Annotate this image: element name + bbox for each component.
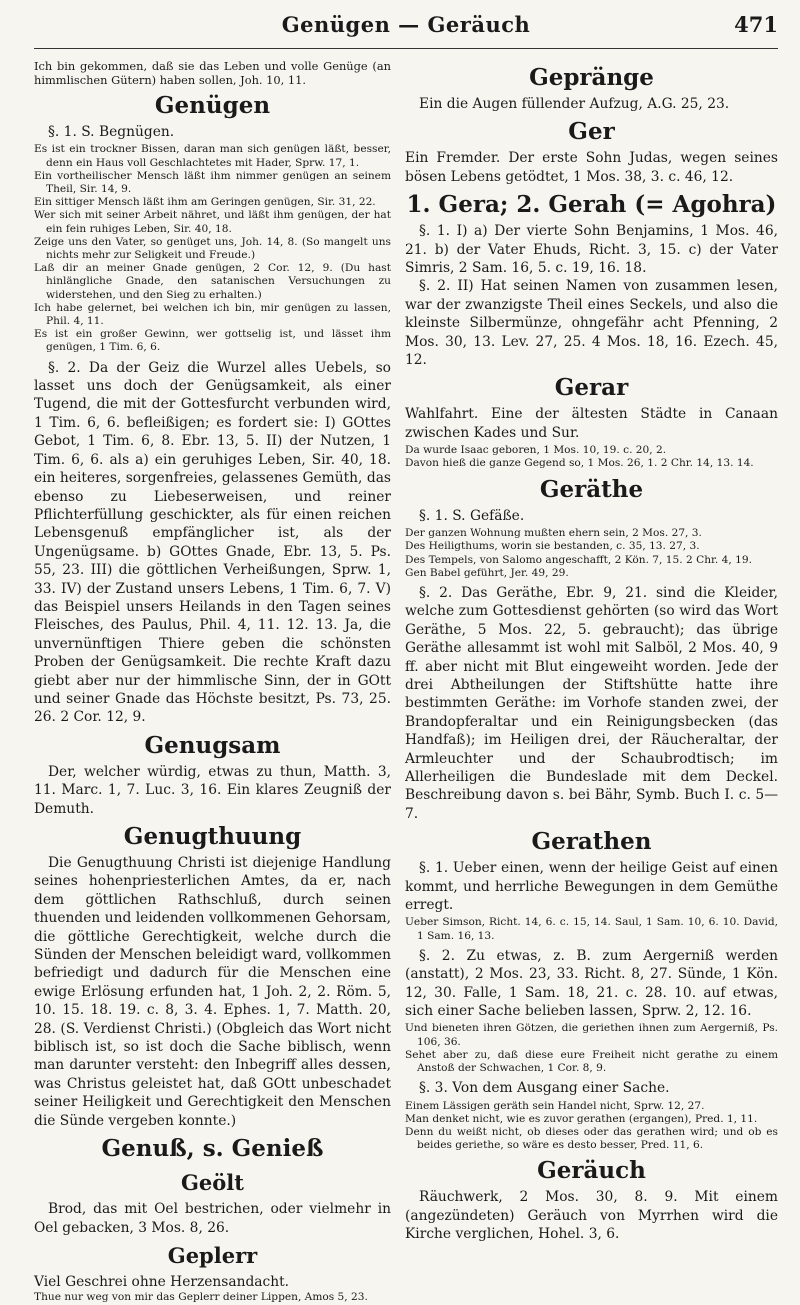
gerathen-section-2: §. 2. Zu etwas, z. B. zum Aergerniß werden (anstatt), 2 Mos. 23, 33. Richt. 8, 27. Sünde, 1 Kön. 12, 30. Falle, 1 Sam. 18, 21. c. 28. 10. auf etwas, sich einer Sache belieben lassen, Sprw. 2, 12. 16. xyxy=(405,947,778,1020)
gera-section-1: §. 1. I) a) Der vierte Sohn Benjamins, 1 Mos. 46, 21. b) der Vater Ehuds, Richt. 3, 15. c) der Vater Simris, 2 Sam. 16, 5. c. 19, 16. 18. xyxy=(405,223,778,277)
entry-heading-gerathen: Gerathen xyxy=(531,828,652,856)
left-column xyxy=(34,59,391,1305)
entry-heading-genugthuung: Genugthuung xyxy=(123,823,302,850)
quote-line: Laß dir an meiner Gnade genügen, 2 Cor. 12, 9. (Du hast hinlängliche Gnade, den satanischen Versuchungen zu widerstehen, und den Sieg zu erhalten.) xyxy=(34,262,391,301)
page-header xyxy=(34,0,778,49)
geraethe-section-1: §. 1. S. Gefäße. xyxy=(419,507,525,524)
quote-line: Es ist ein großer Gewinn, wer gottselig ist, und lässet ihm genügen, 1 Tim. 6, 6. xyxy=(34,328,391,354)
geraeuch-text: Räuchwerk, 2 Mos. 30, 8. 9. Mit einem (angezündeten) Geräuch von Myrrhen wird die Kirche verglichen, Hohel. 3, 6. xyxy=(405,1189,778,1243)
quote-line: Ein sittiger Mensch läßt ihm am Geringen genügen, Sir. 31, 22. xyxy=(34,196,376,209)
gerathen-quotes-3 xyxy=(405,1100,778,1153)
quote-line: Ein vortheilischer Mensch läßt ihm nimmer genügen an seinem Theil, Sir. 14, 9. xyxy=(34,169,391,196)
genuegen-quotes xyxy=(34,143,391,354)
gerathen-section-3: §. 3. Von dem Ausgang einer Sache. xyxy=(419,1080,670,1097)
genugthuung-text: Die Genugthuung Christi ist diejenige Handlung seines hohenpriesterlichen Amtes, da er, nach dem göttlichen Rathschluß, durch seinen thuenden und leidenden vollkommenen Gehorsam, die göttliche Gerechtigkeit, welche durch die Sünden der Menschen beleidigt ward, vollkommen befriedigt und dadurch für die Menschen eine ewige Erlösung erfunden hat, 1 Joh. 2, 2. Röm. 5, 10. 15. 18. 19. c. 8, 3. 4. Ephes. 1, 7. Matth. 20, 28. (S. Verdienst Christi.) (Obgleich das Wort nicht biblisch ist, so ist doch die Sache biblisch, wenn man darunter versteht: den Inbegriff alles dessen, was Christus geleistet hat, daß GOtt unbeschadet seiner Heiligkeit und Gerechtigkeit den Menschen die Sünde vergeben konnte.) xyxy=(34,855,391,1129)
quote-line: Denn du weißt nicht, ob dieses oder das gerathen wird; und ob es beides geriethe, so wäre es desto besser, Pred. 11, 6. xyxy=(405,1126,778,1152)
entry-heading-genuss: Genuß, s. Genieß xyxy=(101,1135,324,1163)
quote-line: Des Tempels, von Salomo angeschafft, 2 Kön. 7, 15. 2 Chr. 4, 19. xyxy=(405,553,752,566)
quote-line: Ich habe gelernet, bei welchen ich bin, mir genügen zu lassen, Phil. 4, 11. xyxy=(34,301,391,328)
quote-line: Und bieneten ihren Götzen, die geriethen ihnen zum Aergerniß, Ps. 106, 36. xyxy=(405,1022,778,1048)
genuegen-section-2: §. 2. Da der Geiz die Wurzel alles Uebels, so lasset uns doch der Genügsamkeit, als einer Tugend, die mit der Gottesfurcht verbunden wird, 1 Tim. 6, 6. befleißigen; es fordert sie: I) GOttes Gebot, 1 Tim. 6, 8. Ebr. 13, 5. II) der Nutzen, 1 Tim. 6, 6. als a) ein geruhiges Leben, Sir. 40, 18. ein heiteres, sorgenfreies, gelassenes Gemüth, das ebenso zu Liebeserweisen, und reiner Pflichterfüllung geschickter, als für einen reichen Lebensgenuß empfänglicher ist, als der Ungenügsame. b) GOttes Gnade, Ebr. 13, 5. Ps. 55, 23. III) die göttlichen Verheißungen, Sprw. 1, 33. IV) der Zustand unsers Lebens, 1 Tim. 6, 7. V) das Beispiel unsers Heilands in den Tagen seines Fleisches, des Paulus, Phil. 4, 11. 12. 13. Ja, die unvernünftigen Thiere geben die schönsten Proben der Genügsamkeit. Die rechte Kraft dazu giebt aber nur der himmlische Sinn, der in GOtt und seiner Gnade das Höchste besitzt, Ps. 73, 25. 26. 2 Cor. 12, 9. xyxy=(34,359,391,726)
gerar-text: Wahlfahrt. Eine der ältesten Städte in Canaan zwischen Kades und Sur. xyxy=(405,406,778,441)
entry-heading-geraethe: Geräthe xyxy=(539,475,644,503)
running-title: Genügen — Geräuch xyxy=(281,12,531,37)
two-column-body xyxy=(34,59,778,1305)
quote-line: Wer sich mit seiner Arbeit nähret, und läßt ihm genügen, der hat ein fein ruhiges Leben, Sir. 40, 18. xyxy=(34,209,391,235)
entry-heading-geoelt: Geölt xyxy=(181,1170,244,1196)
intro-quote: Ich bin gekommen, daß sie das Leben und volle Genüge (an himmlischen Gütern) haben sollen, Joh. 10, 11. xyxy=(34,59,391,87)
quote-line: Zeige uns den Vater, so genüget uns, Joh. 14, 8. (So mangelt uns nichts mehr zur Seligkeit und Freude.) xyxy=(34,235,391,262)
quote-line: Da wurde Isaac geboren, 1 Mos. 10, 19. c. 20, 2. xyxy=(405,444,667,457)
entry-heading-gerar: Gerar xyxy=(554,374,629,402)
quote-line: Gen Babel geführt, Jer. 49, 29. xyxy=(405,566,569,579)
entry-heading-genuegen: Genügen xyxy=(154,92,271,119)
entry-heading-geplerr: Geplerr xyxy=(167,1242,258,1268)
page-number: 471 xyxy=(734,12,778,37)
entry-heading-genugsam: Genugsam xyxy=(144,731,281,759)
entry-heading-gepraenge: Gepränge xyxy=(529,64,654,91)
entry-heading-gera: 1. Gera; 2. Gerah (= Agohra) xyxy=(406,191,777,219)
quote-line: Des Heiligthums, worin sie bestanden, c. 35, 13. 27, 3. xyxy=(405,540,700,553)
entry-heading-geraeuch: Geräuch xyxy=(537,1157,646,1185)
gerathen-quotes-1 xyxy=(405,916,778,942)
quote-line: Der ganzen Wohnung mußten ehern sein, 2 Mos. 27, 3. xyxy=(405,527,702,540)
ger-text: Ein Fremder. Der erste Sohn Judas, wegen seines bösen Lebens getödtet, 1 Mos. 38, 3. c. 46, 12. xyxy=(405,150,778,185)
quote-line: Ueber Simson, Richt. 14, 6. c. 15, 14. Saul, 1 Sam. 10, 6. 10. David, 1 Sam. 16, 13. xyxy=(405,916,778,942)
right-column xyxy=(405,59,778,1305)
gerar-quotes xyxy=(405,444,778,470)
entry-heading-ger: Ger xyxy=(568,118,615,146)
quote-line: Davon hieß die ganze Gegend so, 1 Mos. 26, 1. 2 Chr. 14, 13. 14. xyxy=(405,457,754,470)
genuegen-section-1: §. 1. S. Begnügen. xyxy=(48,124,175,140)
quote-line: Es ist ein trockner Bissen, daran man sich genügen läßt, besser, denn ein Haus voll Geschlachtetes mit Hader, Sprw. 17, 1. xyxy=(34,143,391,169)
geraethe-section-2: §. 2. Das Geräthe, Ebr. 9, 21. sind die Kleider, welche zum Gottesdienst gehörten (so wird das Wort Geräthe, 5 Mos. 22, 5. gebraucht); das übrige Geräthe allesammt ist wohl mit Salböl, 2 Mos. 40, 9 ff. aber nicht mit Blut eingeweiht worden. Jede der drei Abtheilungen der Stiftshütte hatte ihre bestimmten Geräthe: im Vorhofe standen zwei, der Brandopferaltar und ein Reinigungsbecken (das Handfaß); im Heiligen drei, der Räucheraltar, der Armleuchter und der Schaubrodtisch; im Allerheiligen die Bundeslade mit dem Deckel. Beschreibung davon s. bei Bähr, Symb. Buch I. c. 5—7. xyxy=(405,584,778,822)
quote-line: Man denket nicht, wie es zuvor gerathen (ergangen), Pred. 1, 11. xyxy=(405,1112,758,1125)
geplerr-quote: Thue nur weg von mir das Geplerr deiner Lippen, Amos 5, 23. xyxy=(34,1291,368,1304)
quote-line: Einem Lässigen geräth sein Handel nicht, Sprw. 12, 27. xyxy=(405,1099,705,1112)
gerathen-quotes-2 xyxy=(405,1022,778,1075)
gerathen-section-1: §. 1. Ueber einen, wenn der heilige Geist auf einen kommt, und herrliche Bewegungen in dem Gemüthe erregt. xyxy=(405,860,778,913)
geplerr-text: Viel Geschrei ohne Herzensandacht. xyxy=(34,1273,290,1290)
quote-line: Sehet aber zu, daß diese eure Freiheit nicht gerathe zu einem Anstoß der Schwachen, 1 Cor. 8, 9. xyxy=(405,1048,778,1075)
genugsam-text: Der, welcher würdig, etwas zu thun, Matth. 3, 11. Marc. 1, 7. Luc. 3, 16. Ein klares Zeugniß der Demuth. xyxy=(34,763,391,817)
geraethe-quotes xyxy=(405,527,778,580)
gepraenge-text: Ein die Augen füllender Aufzug, A.G. 25, 23. xyxy=(419,96,730,112)
gera-section-2: §. 2. II) Hat seinen Namen von zusammen lesen, war der zwanzigste Theil eines Seckels, und also die kleinste Silbermünze, ohngefähr acht Pfenning, 2 Mos. 30, 13. Lev. 27, 25. 4 Mos. 18, 16. Ezech. 45, 12. xyxy=(405,278,778,369)
geoelt-text: Brod, das mit Oel bestrichen, oder vielmehr in Oel gebacken, 3 Mos. 8, 26. xyxy=(34,1201,391,1236)
